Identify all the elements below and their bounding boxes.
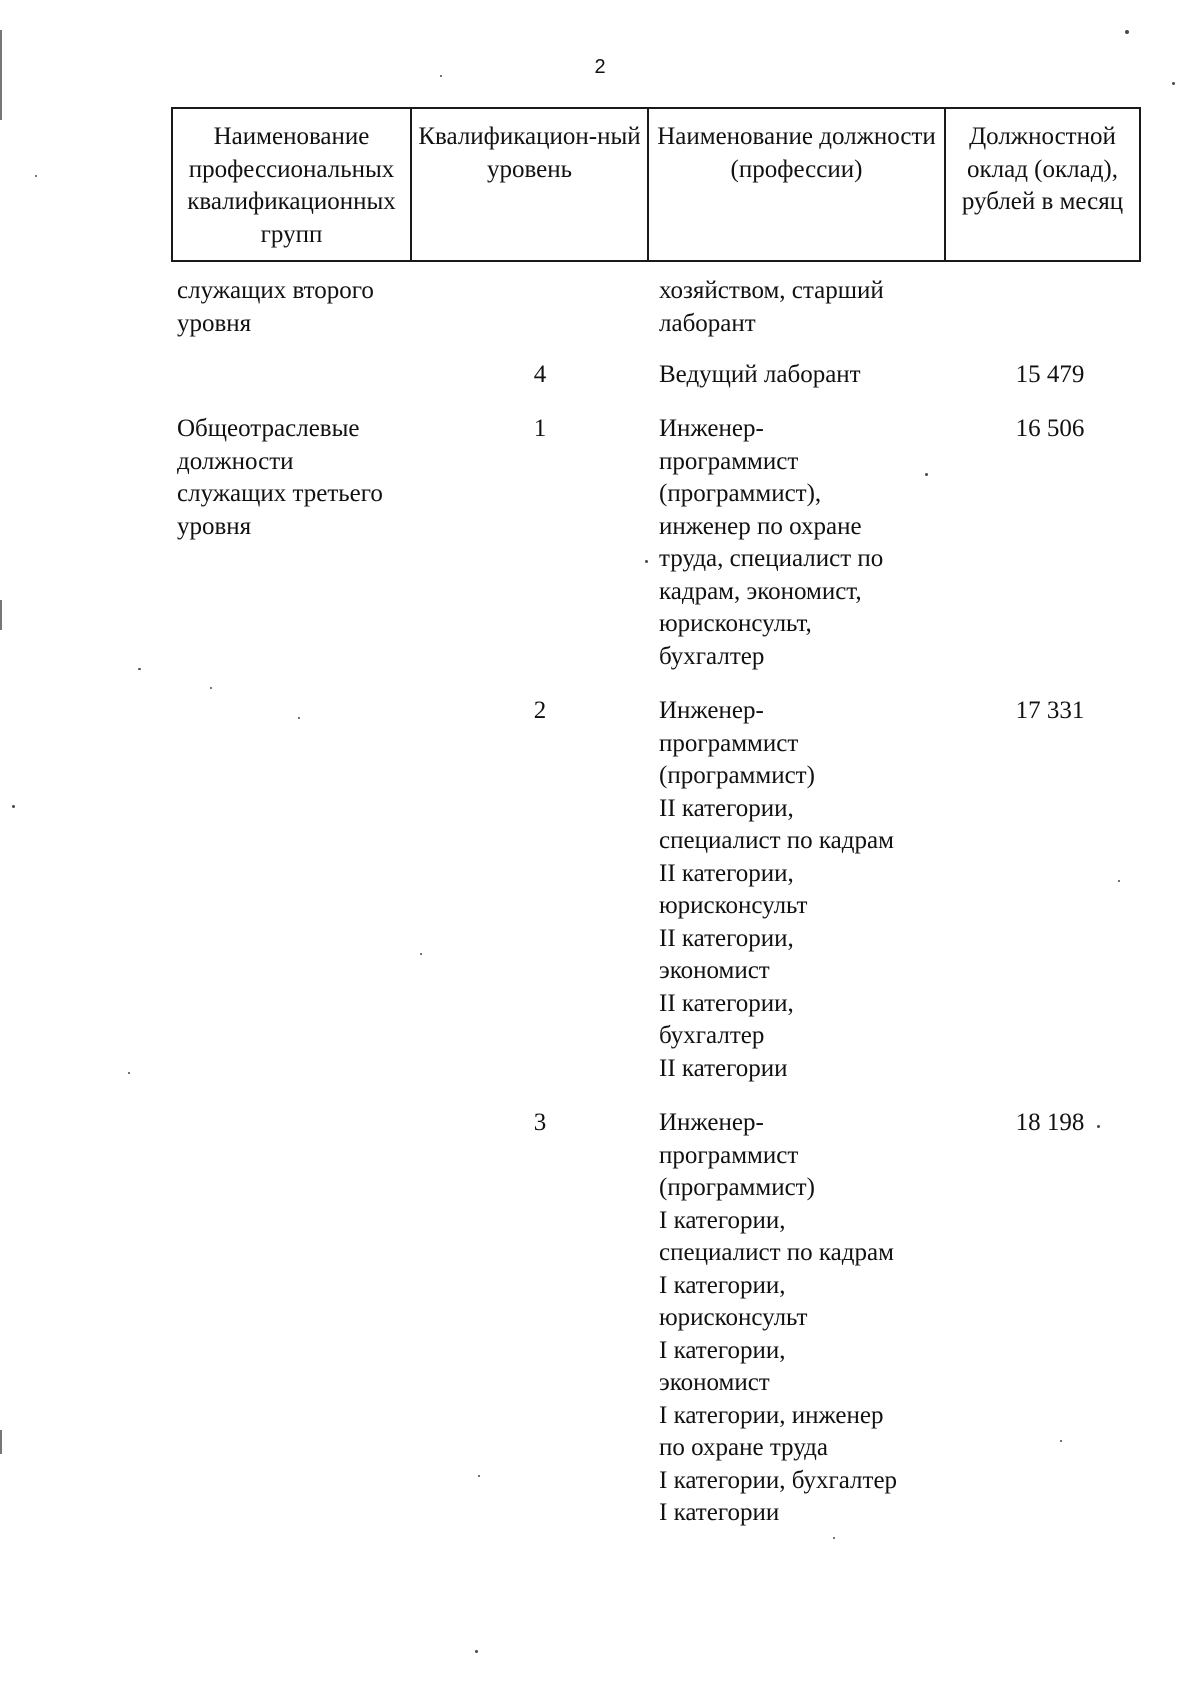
scan-speck (210, 687, 212, 689)
header-level: Квалификацион-ный уровень (411, 108, 648, 261)
post-line: по охране труда (659, 1434, 828, 1461)
header-group: Наименование профессиональных квалификационных групп (172, 108, 411, 261)
post-line: I категории, (659, 1336, 786, 1364)
scan-speck (645, 560, 648, 563)
post-line: I категории, (659, 1206, 786, 1234)
row-1-level: 4 (533, 361, 547, 388)
post-line: II категории, (659, 924, 794, 952)
post-line: II категории, (659, 859, 794, 887)
post-line: I категории (659, 1499, 780, 1526)
row-1-salary: 15 479 (1015, 361, 1085, 388)
post-line: юрисконсульт (659, 1304, 808, 1331)
scan-speck (12, 805, 15, 808)
scan-speck (1172, 82, 1175, 85)
post-line: бухгалтер (659, 1022, 765, 1049)
group-line: уровня (177, 512, 252, 540)
scan-speck (833, 1537, 835, 1539)
post-line: экономист (659, 957, 770, 984)
post-line: I категории, (659, 1271, 786, 1299)
scan-speck (128, 1072, 130, 1074)
scan-speck (138, 668, 141, 670)
row-2-post (659, 413, 979, 673)
scan-margin-mark (0, 30, 2, 120)
post-line: бухгалтер (659, 642, 765, 670)
row-1-post (659, 359, 979, 392)
post-line: экономист (659, 1369, 770, 1396)
row-3-salary: 17 331 (1015, 697, 1085, 724)
post-line: специалист по кадрам (659, 827, 894, 854)
scan-speck (1118, 880, 1120, 882)
post-line: II категории, (659, 989, 794, 1017)
post-line: инженер по охране (659, 512, 862, 540)
scan-speck (925, 473, 928, 476)
table-header (171, 107, 1141, 262)
group-line: уровня (177, 309, 252, 337)
post-line: Инженер- (659, 415, 764, 442)
scan-speck (478, 1475, 480, 1477)
post-line: Инженер- (659, 697, 764, 724)
post-line: программист (659, 1141, 799, 1169)
scan-speck (1125, 30, 1129, 34)
post-line: I категории, бухгалтер (659, 1466, 898, 1494)
group-line: должности (177, 447, 294, 475)
row-2-salary: 16 506 (1015, 415, 1085, 442)
group-line: Общеотраслевые (177, 415, 360, 442)
scan-speck (298, 717, 300, 719)
post-line: Инженер- (659, 1109, 764, 1136)
scan-margin-mark (0, 1430, 2, 1454)
post-line: юрисконсульт (659, 892, 808, 919)
post-line: лаборант (659, 309, 756, 337)
post-line: (программист), (659, 480, 822, 507)
row-4-salary: 18 198 (1015, 1109, 1085, 1136)
scan-speck (35, 175, 37, 177)
group-line: служащих третьего (177, 480, 383, 507)
post-line: Ведущий лаборант (659, 361, 861, 388)
row-0-post (659, 275, 979, 340)
row-4-post (659, 1107, 979, 1530)
scan-speck (475, 1650, 478, 1653)
scan-speck (1097, 1125, 1100, 1128)
post-line: труда, специалист по (659, 545, 884, 572)
post-line: II категории (659, 1054, 788, 1082)
row-3-post (659, 695, 979, 1085)
post-line: кадрам, экономист, (659, 577, 862, 605)
scan-speck (1060, 1440, 1062, 1442)
post-line: II категории, (659, 794, 794, 822)
post-line: программист (659, 729, 799, 757)
row-4-level: 3 (533, 1109, 547, 1136)
post-line: юрисконсульт, (659, 610, 812, 637)
row-2-group (177, 413, 437, 543)
post-line: I категории, инженер (659, 1401, 884, 1429)
scan-speck (440, 75, 442, 77)
post-line: программист (659, 447, 799, 475)
scan-margin-mark (0, 600, 2, 630)
post-line: хозяйством, старший (659, 277, 884, 304)
group-line: служащих второго (177, 277, 374, 304)
table-header-row (172, 108, 1140, 261)
scan-speck (420, 953, 422, 955)
post-line: (программист) (659, 762, 815, 789)
row-3-level: 2 (533, 697, 547, 724)
post-line: специалист по кадрам (659, 1239, 894, 1266)
row-0-group (177, 275, 437, 340)
header-salary: Должностной оклад (оклад), рублей в месяц (945, 108, 1140, 261)
header-post: Наименование должности (профессии) (648, 108, 945, 261)
row-2-level: 1 (533, 415, 547, 442)
post-line: (программист) (659, 1174, 815, 1201)
page-number: 2 (594, 56, 606, 78)
